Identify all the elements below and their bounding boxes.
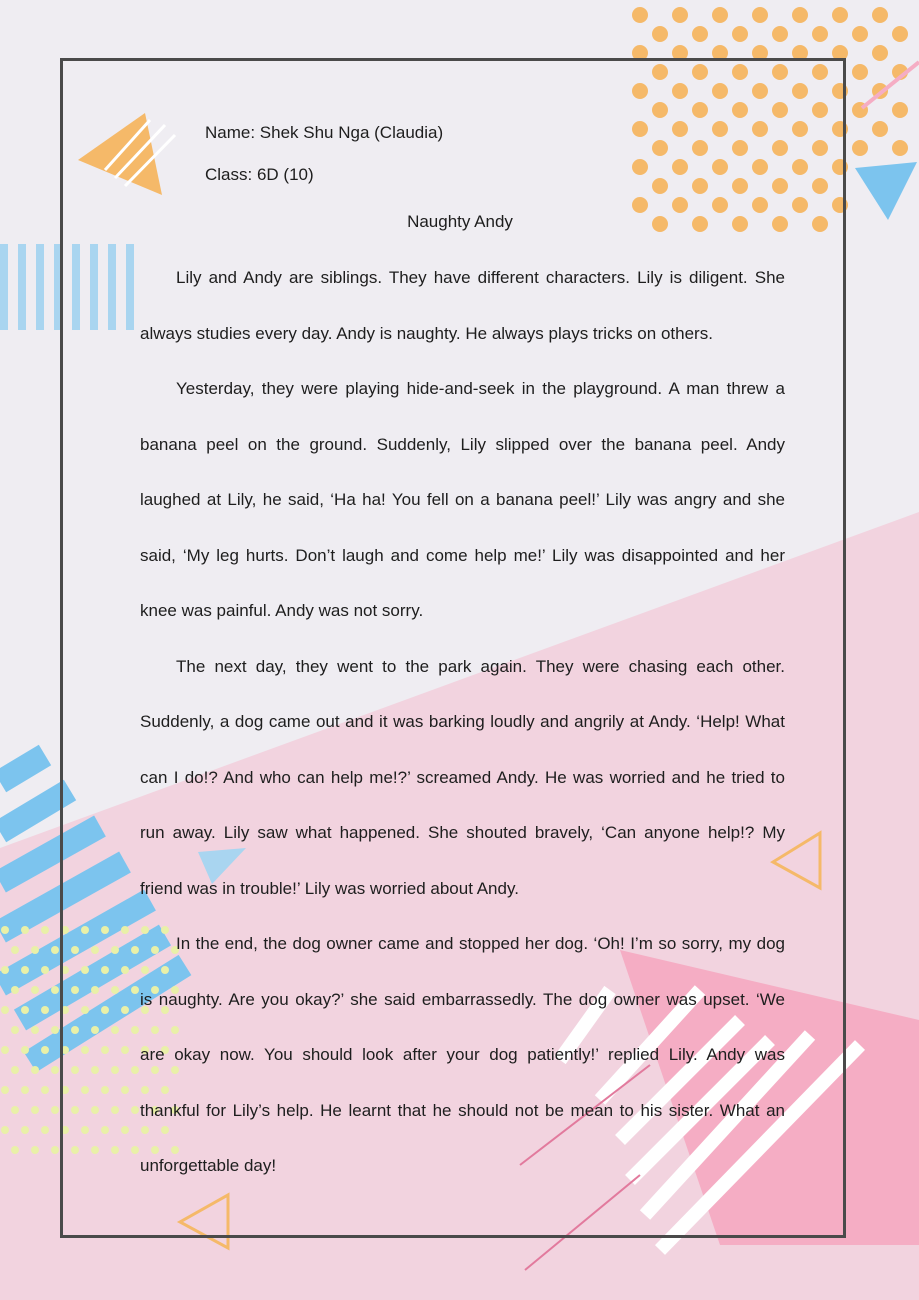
story-title: Naughty Andy	[407, 212, 513, 231]
decorative-dot	[652, 26, 668, 42]
decorative-dot	[31, 1026, 39, 1034]
decorative-dot	[792, 7, 808, 23]
decorative-dot	[892, 102, 908, 118]
decorative-dot	[21, 1086, 29, 1094]
decorative-dot	[21, 1006, 29, 1014]
decorative-dot	[11, 946, 19, 954]
decorative-dot	[11, 986, 19, 994]
decorative-dot	[872, 7, 888, 23]
decorative-dot	[1, 1006, 9, 1014]
decorative-dot	[772, 26, 788, 42]
decorative-dot	[832, 7, 848, 23]
decorative-dot	[41, 1086, 49, 1094]
decorative-dot	[1, 1086, 9, 1094]
story-paragraph: The next day, they went to the park again. They were chasing each other. Suddenly, a dog came out and it was barking loudly and angrily at Andy. ‘Help! What can I do!? And who can help me!?’ screamed Andy. He was worried and he tried to run away. Lily saw what happened. She shouted bravely, ‘Can anyone help!? My friend was in trouble!’ Lily was worried about Andy.	[140, 656, 785, 898]
decorative-dot	[41, 1126, 49, 1134]
decorative-dot	[732, 26, 748, 42]
decorative-dot	[21, 1046, 29, 1054]
decorative-dot	[852, 140, 868, 156]
decorative-dot	[1, 926, 9, 934]
decorative-dot	[872, 121, 888, 137]
decorative-dot	[31, 1066, 39, 1074]
pink-line-shape	[862, 62, 919, 108]
decorative-dot	[872, 45, 888, 61]
decorative-dot	[41, 1046, 49, 1054]
decorative-dot	[852, 64, 868, 80]
decorative-dot	[812, 26, 828, 42]
decorative-dot	[1, 1046, 9, 1054]
decorative-dot	[752, 7, 768, 23]
decorative-dot	[712, 7, 728, 23]
decorative-dot	[21, 926, 29, 934]
story-paragraph: In the end, the dog owner came and stopped her dog. ‘Oh! I’m so sorry, my dog is naughty. Are you okay?’ she said embarrassedly. The dog owner was upset. ‘We are okay now. You should look after your dog patiently!’ replied Lily. Andy was thankful for Lily’s help. He learnt that he should not be mean to his sister. What an unforgettable day!	[140, 934, 785, 1175]
decorative-dot	[11, 1106, 19, 1114]
decorative-dot	[51, 1026, 59, 1034]
decorative-dot	[21, 1126, 29, 1134]
decorative-dot	[31, 1106, 39, 1114]
decorative-dot	[892, 26, 908, 42]
student-name: Name: Shek Shu Nga (Claudia)	[205, 123, 444, 142]
decorative-dot	[51, 1066, 59, 1074]
decorative-dot	[1, 966, 9, 974]
story-body	[140, 250, 785, 1194]
decorative-dot	[892, 140, 908, 156]
decorative-dot	[852, 26, 868, 42]
decorative-dot	[1, 1126, 9, 1134]
story-paragraph: Yesterday, they were playing hide-and-seek in the playground. A man threw a banana peel on the ground. Suddenly, Lily slipped over the banana peel. Andy laughed at Lily, he said, ‘Ha ha! You fell on a banana peel!’ Lily was angry and she said, ‘My leg hurts. Don’t laugh and come help me!’ Lily was disappointed and her knee was painful. Andy was not sorry.	[140, 379, 785, 620]
decorative-dot	[11, 1026, 19, 1034]
decorative-dot	[31, 986, 39, 994]
decorative-dot	[31, 946, 39, 954]
decorative-dot	[51, 946, 59, 954]
decorative-dot	[11, 1146, 19, 1154]
decorative-dot	[632, 7, 648, 23]
decorative-dot	[11, 1066, 19, 1074]
student-class: Class: 6D (10)	[205, 165, 314, 184]
decorative-dot	[672, 7, 688, 23]
decorative-dot	[692, 26, 708, 42]
decorative-dot	[51, 1106, 59, 1114]
decorative-dot	[41, 1006, 49, 1014]
story-paragraph: Lily and Andy are siblings. They have different characters. Lily is diligent. She always studies every day. Andy is naughty. He always plays tricks on others.	[140, 268, 785, 343]
decorative-dot	[31, 1146, 39, 1154]
blue-triangle-shape	[855, 162, 917, 220]
decorative-dot	[41, 966, 49, 974]
decorative-dot	[21, 966, 29, 974]
decorative-dot	[51, 1146, 59, 1154]
decorative-dot	[51, 986, 59, 994]
decorative-dot	[41, 926, 49, 934]
